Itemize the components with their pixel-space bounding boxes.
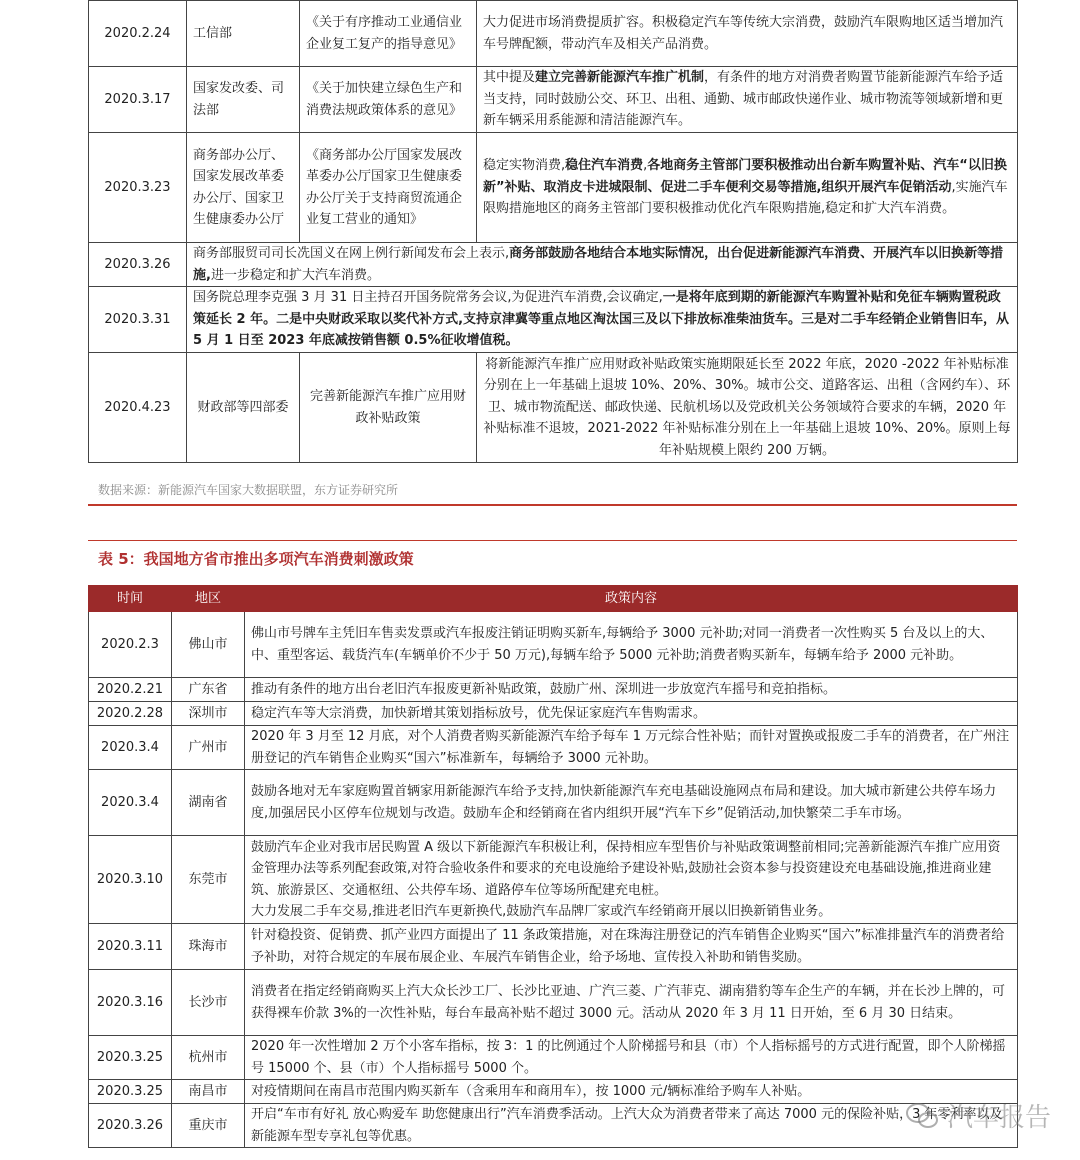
row-content — [477, 353, 1018, 463]
row-date: 2020.3.25 — [89, 1036, 172, 1080]
row-document: 完善新能源汽车推广应用财政补贴政策 — [300, 353, 477, 463]
table-row — [89, 726, 1018, 770]
table-row — [89, 836, 1018, 924]
row-region: 广东省 — [172, 678, 245, 702]
header-content: 政策内容 — [245, 586, 1018, 612]
row-region: 长沙市 — [172, 970, 245, 1036]
content-segment: 大力促进市场消费提质扩容。积极稳定汽车等传统大宗消费，鼓励汽车限购地区适当增加汽车号牌配额，带动汽车及相关产品消费。 — [483, 15, 1004, 52]
watermark — [905, 1097, 1051, 1134]
table-row — [89, 924, 1018, 970]
row-date: 2020.2.21 — [89, 678, 172, 702]
row-content: 推动有条件的地方出台老旧汽车报废更新补贴政策，鼓励广州、深圳进一步放宽汽车摇号和竞拍指标。 — [245, 678, 1018, 702]
row-date: 2020.3.16 — [89, 970, 172, 1036]
row-content — [477, 1, 1018, 67]
row-date: 2020.3.11 — [89, 924, 172, 970]
row-content — [187, 287, 1018, 353]
row-region: 重庆市 — [172, 1104, 245, 1148]
table-header-row — [89, 586, 1018, 612]
row-date: 2020.4.23 — [89, 353, 187, 463]
row-region: 南昌市 — [172, 1080, 245, 1104]
row-date: 2020.3.23 — [89, 133, 187, 243]
row-content: 鼓励汽车企业对我市居民购置 A 级以下新能源汽车积极让利，保持相应车型售价与补贴政策调整前相同;完善新能源汽车推广应用资金管理办法等系列配套政策,对符合验收条件和要求的充电设施给予建设补贴,鼓励社会资本参与投资建设充电基础设施,推进商业建筑、旅游景区、交通枢纽、公共停车场、道路停车位等场所配建充电桩。 大力发展二手车交易,推进老旧汽车更新换代,鼓励汽车品牌厂家或汽车经销商开展以旧换新销售业务。 — [245, 836, 1018, 924]
table-row — [89, 970, 1018, 1036]
content-segment: , — [643, 158, 648, 174]
row-region: 杭州市 — [172, 1036, 245, 1080]
row-content: 针对稳投资、促销费、抓产业四方面提出了 11 条政策措施，对在珠海注册登记的汽车销售企业购买“国六”标准排量汽车的消费者给予补助，对符合规定的车展布展企业、车展汽车销售企业，给予场地、宣传投入补助和销售奖励。 — [245, 924, 1018, 970]
row-region: 广州市 — [172, 726, 245, 770]
content-segment: 国务院总理李克强 3 月 31 日主持召开国务院常务会议,为促进汽车消费,会议确定, — [193, 290, 663, 306]
row-department: 国家发改委、司法部 — [187, 67, 300, 133]
row-date: 2020.2.3 — [89, 612, 172, 678]
content-segment: 商务部鼓励各地结合本地实际情况，出台促进新能源汽车消费、开展汽车以旧换新等措施, — [193, 246, 1004, 283]
content-segment: 将新能源汽车推广应用财政补贴政策实施期限延长至 2022 年底，2020 -2022 年补贴标准分别在上一年基础上退坡 10%、20%、30%。城市公交、道路客运、出租（含网约车）、环卫、城市物流配送、邮政快递、民航机场以及党政机关公务领域符合要求的车辆，2020 年补贴标准不退坡，2021-2022 年补贴标准分别在上一年基础上退坡 10%、20%。原则上每年补贴规模上限约 200 万辆。 — [483, 356, 1011, 458]
content-segment: ,实施汽车限购措施地区的商务主管部门要积极推动优化汽车限购措施,稳定和扩大汽车消费。 — [483, 179, 1008, 217]
row-content: 稳定汽车等大宗消费，加快新增其策划指标放号，优先保证家庭汽车售购需求。 — [245, 702, 1018, 726]
row-region: 湖南省 — [172, 770, 245, 836]
watermark-text: 汽车报告 — [947, 1103, 1052, 1133]
row-date: 2020.3.4 — [89, 770, 172, 836]
divider — [88, 540, 1017, 541]
row-department: 工信部 — [187, 1, 300, 67]
row-date: 2020.3.26 — [89, 1104, 172, 1148]
policy-table-national — [88, 0, 1018, 463]
row-content: 消费者在指定经销商购买上汽大众长沙工厂、长沙比亚迪、广汽三菱、广汽菲克、湖南猎豹等车企生产的车辆，并在长沙上牌的，可获得裸车价款 3%的一次性补贴，每台车最高补贴不超过 3000 元。活动从 2020 年 3 月 11 日开始，至 6 月 30 日结束。 — [245, 970, 1018, 1036]
row-content: 2020 年 3 月至 12 月底，对个人消费者购买新能源汽车给予每车 1 万元综合性补贴；而针对置换或报废二手车的消费者，在广州注册登记的汽车销售企业购买“国六”标准新车，每辆给予 3000 元补助。 — [245, 726, 1018, 770]
row-region: 珠海市 — [172, 924, 245, 970]
table-row — [89, 243, 1018, 287]
divider — [88, 504, 1017, 506]
row-date: 2020.2.28 — [89, 702, 172, 726]
table-row — [89, 1080, 1018, 1104]
data-source-note: 数据来源：新能源汽车国家大数据联盟，东方证券研究所 — [98, 483, 399, 497]
row-content — [477, 67, 1018, 133]
content-segment: 进一步稳定和扩大汽车消费。 — [210, 267, 380, 283]
row-date: 2020.2.24 — [89, 1, 187, 67]
table-row — [89, 67, 1018, 133]
row-date: 2020.3.10 — [89, 836, 172, 924]
header-time: 时间 — [89, 586, 172, 612]
header-region: 地区 — [172, 586, 245, 612]
row-department: 财政部等四部委 — [187, 353, 300, 463]
row-date: 2020.3.17 — [89, 67, 187, 133]
table-row — [89, 1104, 1018, 1148]
table-row — [89, 1, 1018, 67]
row-document: 《商务部办公厅国家发展改革委办公厅国家卫生健康委办公厅关于支持商贸流通企业复工营业的通知》 — [300, 133, 477, 243]
row-content — [477, 133, 1018, 243]
content-segment: 稳住汽车消费 — [565, 158, 644, 174]
row-region: 佛山市 — [172, 612, 245, 678]
content-segment: 其中提及 — [483, 70, 536, 86]
table-title: 表 5：我国地方省市推出多项汽车消费刺激政策 — [98, 550, 414, 568]
row-document: 《关于加快建立绿色生产和消费法规政策体系的意见》 — [300, 67, 477, 133]
row-content — [187, 243, 1018, 287]
table-row — [89, 678, 1018, 702]
row-document: 《关于有序推动工业通信业企业复工复产的指导意见》 — [300, 1, 477, 67]
content-segment: 稳定实物消费, — [483, 158, 566, 174]
row-region: 东莞市 — [172, 836, 245, 924]
wechat-icon — [905, 1102, 939, 1130]
table-row — [89, 612, 1018, 678]
row-department: 商务部办公厅、国家发展改革委办公厅、国家卫生健康委办公厅 — [187, 133, 300, 243]
row-content: 对疫情期间在南昌市范围内购买新车（含乘用车和商用车），按 1000 元/辆标准给予购车人补贴。 — [245, 1080, 1018, 1104]
row-content: 2020 年一次性增加 2 万个小客车指标，按 3：1 的比例通过个人阶梯摇号和县（市）个人指标摇号的方式进行配置，即个人阶梯摇号 15000 个、县（市）个人指标摇号 5000 个。 — [245, 1036, 1018, 1080]
row-content: 鼓励各地对无车家庭购置首辆家用新能源汽车给予支持,加快新能源汽车充电基础设施网点布局和建设。加大城市新建公共停车场力度,加强居民小区停车位规划与改造。鼓励车企和经销商在省内组织开展“汽车下乡”促销活动,加快繁荣二手车市场。 — [245, 770, 1018, 836]
table-row — [89, 1036, 1018, 1080]
row-date: 2020.3.25 — [89, 1080, 172, 1104]
row-content: 佛山市号牌车主凭旧车售卖发票或汽车报废注销证明购买新车,每辆给予 3000 元补助;对同一消费者一次性购买 5 台及以上的大、中、重型客运、载货汽车(车辆单价不少于 50 万元),每辆车给予 5000 元补助;消费者购买新车，每辆车给予 2000 元补助。 — [245, 612, 1018, 678]
row-date: 2020.3.31 — [89, 287, 187, 353]
content-segment: 商务部服贸司司长冼国义在网上例行新闻发布会上表示, — [193, 246, 510, 261]
table-row — [89, 702, 1018, 726]
content-segment: 各地商务主管部门要积极推动出台新车购置补贴、汽车“以旧换新”补贴、取消皮卡进城限制、促进二手车便利交易等措施,组织开展汽车促销活动 — [483, 158, 1007, 195]
policy-table-local — [88, 585, 1018, 1148]
table-row — [89, 133, 1018, 243]
content-segment: 建立完善新能源汽车推广机制 — [535, 70, 705, 86]
row-region: 深圳市 — [172, 702, 245, 726]
table-row — [89, 353, 1018, 463]
row-content: 开启“车市有好礼 放心购爱车 助您健康出行”汽车消费季活动。上汽大众为消费者带来了高达 7000 元的保险补贴，3 年零利率以及新能源车型专享礼包等优惠。 — [245, 1104, 1018, 1148]
row-date: 2020.3.26 — [89, 243, 187, 287]
table-row — [89, 770, 1018, 836]
table-row — [89, 287, 1018, 353]
row-date: 2020.3.4 — [89, 726, 172, 770]
content-segment: 一是将年底到期的新能源汽车购置补贴和免征车辆购置税政策延长 2 年。二是中央财政采取以奖代补方式,支持京津冀等重点地区淘汰国三及以下排放标准柴油货车。三是对二手车经销企业销售旧车，从 5 月 1 日至 2023 年底减按销售额 0.5%征收增值税。 — [193, 290, 1010, 349]
content-segment: ，有条件的地方对消费者购置节能新能源汽车给予适当支持，同时鼓励公交、环卫、出租、通勤、城市邮政快递作业、城市物流等领域新增和更新车辆采用系能源和清洁能源汽车。 — [483, 70, 1004, 129]
